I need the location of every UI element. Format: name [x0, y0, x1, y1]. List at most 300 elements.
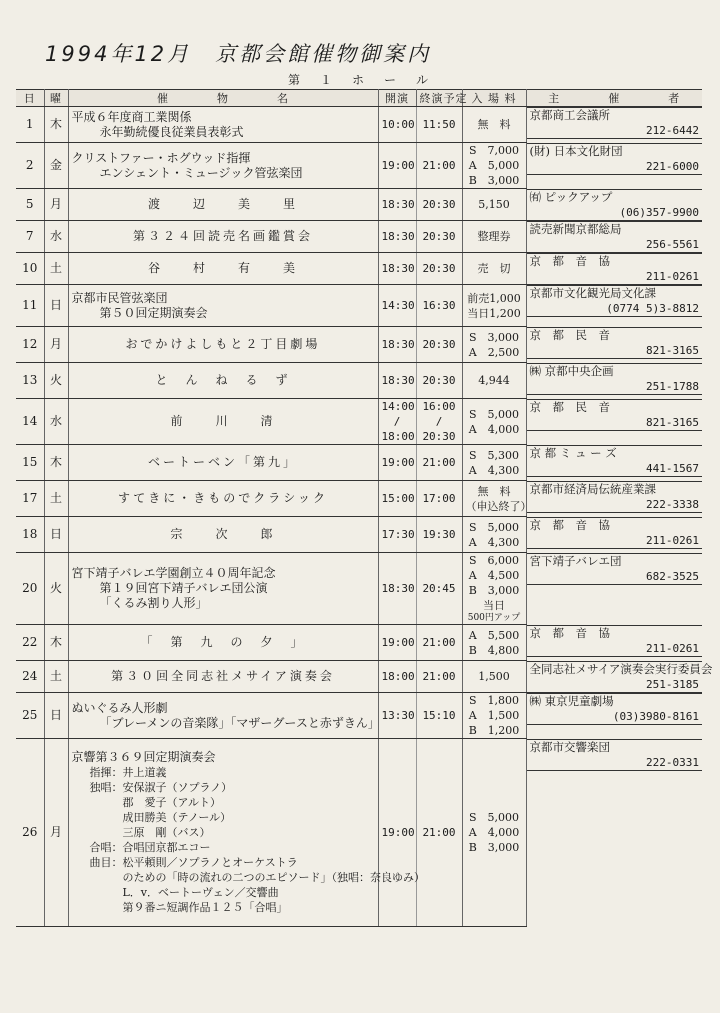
cell-organizer — [527, 553, 703, 585]
cell-end — [416, 553, 462, 625]
event-line: ぬいぐるみ人形劇 — [71, 700, 168, 715]
organizer-phone: 222-3338 — [646, 497, 699, 511]
cell-organizer — [527, 399, 703, 431]
cell-start — [378, 625, 416, 661]
event-line: 京都市民管弦楽団 — [71, 290, 168, 305]
day-value: 12 — [22, 337, 38, 351]
organizer-phone: (06)357-9900 — [619, 205, 699, 219]
event-line: 指揮：井上道義 — [89, 766, 167, 779]
cell-price — [462, 481, 532, 517]
organizer-phone: 682-3525 — [646, 569, 699, 583]
header-price: 入 場 料 — [462, 90, 526, 107]
cell-event — [68, 399, 378, 445]
weekday-value: 日 — [49, 527, 62, 541]
cell-day — [16, 189, 44, 221]
price-line: S 3,000 — [468, 330, 520, 344]
event-table — [16, 89, 713, 927]
organizer-name: 京都市文化観光局文化課 — [529, 285, 656, 300]
price-line: A 5,000 — [468, 159, 520, 172]
cell-event — [68, 143, 378, 189]
end-time: 21:00 — [422, 636, 456, 649]
organizer-name: 京 都 音 協 — [529, 625, 610, 640]
cell-end — [416, 693, 462, 739]
cell-day — [16, 285, 44, 327]
cell-weekday — [44, 553, 68, 625]
weekday-value: 火 — [49, 581, 62, 595]
cell-day — [16, 327, 44, 363]
event-line: 宗 次 郎 — [170, 527, 276, 541]
cell-day — [16, 517, 44, 553]
start-time: 19:00 — [381, 636, 415, 649]
price-line: S 5,300 — [468, 448, 520, 462]
start-time: 18:30 — [381, 374, 415, 387]
cell-end — [416, 189, 462, 221]
price-line: 5,150 — [478, 198, 510, 211]
organizer-name: 京都商工会議所 — [529, 108, 610, 122]
cell-end — [416, 661, 462, 693]
price-line: 無 料 — [477, 118, 511, 131]
price-line: 4,944 — [478, 374, 510, 387]
cell-end — [416, 285, 462, 327]
cell-organizer — [527, 363, 703, 395]
weekday-value: 月 — [49, 337, 62, 351]
event-line: 第３０回全同志社メサイア演奏会 — [111, 669, 335, 683]
weekday-value: 火 — [49, 373, 62, 387]
table-row — [16, 661, 702, 693]
event-line: 京響第３６９回定期演奏会 — [71, 750, 216, 764]
start-time: 17:30 — [381, 528, 415, 541]
cell-price — [462, 739, 526, 927]
day-value: 26 — [22, 825, 38, 839]
start-time: 18:30 — [381, 230, 415, 243]
header-event: 催 物 名 — [68, 90, 378, 107]
organizer-phone: 256-5561 — [646, 237, 699, 251]
organizer-phone: 221-6000 — [646, 159, 699, 173]
organizer-phone: 441-1567 — [646, 461, 699, 475]
end-time: 16:30 — [422, 299, 456, 312]
event-line: クリストファー・ホグウッド指揮 — [71, 150, 251, 165]
organizer-name: ㈱ 東京児童劇場 — [529, 693, 614, 708]
table-row — [16, 143, 702, 189]
start-time: 18:30 — [381, 262, 415, 275]
table-row — [16, 481, 702, 517]
cell-day — [16, 399, 44, 445]
price-line: 500円アップ — [467, 613, 521, 623]
cell-end — [416, 399, 462, 445]
event-line: 第３２４回読売名画鑑賞会 — [132, 229, 313, 243]
organizer-name: 京都市経済局伝統産業課 — [529, 481, 656, 496]
cell-end — [416, 625, 462, 661]
cell-start — [378, 363, 416, 399]
event-line: 第１９回宮下靖子バレエ団公演 — [99, 581, 268, 595]
day-value: 2 — [25, 158, 34, 172]
event-line: 合唱：合唱団京都エコー — [89, 841, 211, 854]
cell-start — [378, 517, 416, 553]
cell-event — [68, 253, 378, 285]
cell-day — [16, 143, 44, 189]
event-line: 平成６年度商工業関係 — [71, 109, 192, 124]
event-line: 曲目：松平頼則／ソプラノとオーケストラ — [89, 856, 298, 869]
cell-day — [16, 553, 44, 625]
cell-weekday — [44, 481, 68, 517]
weekday-value: 水 — [49, 414, 62, 428]
cell-weekday — [44, 517, 68, 553]
cell-end — [416, 445, 462, 481]
event-line: おでかけよしもと２丁目劇場 — [125, 337, 321, 351]
day-value: 17 — [22, 491, 38, 505]
cell-start — [378, 693, 416, 739]
event-line: 「 第 九 の 夕 」 — [140, 635, 306, 649]
cell-organizer — [527, 739, 703, 771]
price-line: B 1,200 — [468, 724, 520, 737]
organizer-phone: 251-1788 — [646, 379, 699, 393]
event-line: 第５０回定期演奏会 — [99, 305, 208, 320]
day-value: 20 — [22, 581, 38, 595]
event-line: 第９番ニ短調作品１２５「合唱」 — [89, 901, 288, 914]
cell-start — [378, 739, 416, 927]
header-organizer: 主 催 者 — [526, 90, 702, 107]
event-line: 宮下靖子バレエ学園創立４０周年記念 — [71, 566, 276, 580]
cell-organizer — [527, 481, 703, 513]
cell-price — [462, 189, 526, 221]
cell-start — [378, 553, 416, 625]
day-value: 15 — [22, 455, 38, 469]
day-value: 24 — [22, 669, 38, 683]
cell-day — [16, 739, 44, 927]
event-line: のための「時の流れの二つのエピソード」（独唱：奈良ゆみ） — [89, 871, 425, 884]
cell-organizer — [527, 107, 703, 139]
cell-weekday — [44, 399, 68, 445]
cell-weekday — [44, 625, 68, 661]
organizer-phone: 212-6442 — [646, 124, 699, 137]
weekday-value: 水 — [49, 229, 62, 243]
cell-event — [68, 285, 378, 327]
start-time: 13:30 — [381, 709, 415, 722]
end-time: 20:30 — [422, 374, 456, 387]
end-time: 20:45 — [422, 582, 456, 595]
organizer-phone: 251-3185 — [646, 677, 699, 691]
price-line: S 5,000 — [468, 811, 520, 824]
weekday-value: 土 — [49, 491, 62, 505]
cell-day — [16, 445, 44, 481]
end-time: 20:30 — [422, 262, 456, 275]
start-time: 19:00 — [381, 826, 415, 839]
end-time: 11:50 — [422, 118, 456, 131]
price-line: （申込終了） — [465, 499, 532, 513]
weekday-value: 木 — [49, 635, 62, 649]
cell-organizer — [527, 253, 703, 285]
organizer-name: ㈱ 京都中央企画 — [529, 363, 614, 378]
price-line: 売 切 — [477, 262, 511, 275]
cell-day — [16, 363, 44, 399]
price-line: S 5,000 — [468, 407, 520, 421]
organizer-name: 京 都 音 協 — [529, 517, 610, 532]
end-time: 17:00 — [422, 492, 456, 505]
price-line: B 3,000 — [468, 841, 520, 854]
day-value: 22 — [22, 635, 38, 649]
organizer-phone: 222-0331 — [646, 755, 699, 769]
cell-weekday — [44, 445, 68, 481]
price-line: A 4,000 — [468, 422, 520, 436]
page-title: 1994年12月 京都会館催物御案内 — [45, 42, 432, 66]
end-time: 21:00 — [422, 670, 456, 683]
cell-start — [378, 221, 416, 253]
header-end: 終演予定 — [416, 90, 462, 107]
table-row — [16, 445, 702, 481]
cell-event — [68, 553, 378, 625]
organizer-phone: (03)3980-8161 — [612, 709, 699, 723]
organizer-phone: 821-3165 — [646, 415, 699, 429]
end-time: 20:30 — [422, 338, 456, 351]
cell-weekday — [44, 285, 68, 327]
weekday-value: 木 — [49, 117, 62, 131]
start-time: 18:30 — [381, 338, 415, 351]
cell-weekday — [44, 189, 68, 221]
cell-price — [462, 693, 526, 739]
start-time: 18:30 — [381, 198, 415, 211]
cell-price — [462, 285, 526, 327]
cell-event — [68, 445, 378, 481]
table-row — [16, 107, 702, 143]
cell-organizer — [527, 143, 703, 175]
cell-price — [462, 107, 526, 143]
organizer-name: 京 都 民 音 — [529, 399, 610, 414]
cell-weekday — [44, 739, 68, 927]
cell-day — [16, 661, 44, 693]
weekday-value: 土 — [49, 669, 62, 683]
table-row — [16, 739, 702, 927]
cell-weekday — [44, 363, 68, 399]
cell-event — [68, 693, 378, 739]
cell-day — [16, 481, 44, 517]
day-value: 11 — [22, 298, 38, 312]
event-line: 永年勤続優良従業員表彰式 — [99, 124, 244, 139]
event-line: 三原 剛（バス） — [89, 826, 211, 839]
table-row — [16, 253, 702, 285]
cell-price — [462, 363, 526, 399]
cell-organizer — [527, 327, 703, 359]
cell-event — [68, 625, 378, 661]
cell-event — [68, 107, 378, 143]
cell-start — [378, 285, 416, 327]
organizer-name: 京 都 ミ ュ ー ズ — [529, 445, 617, 460]
price-line: S 6,000 — [468, 554, 520, 567]
organizer-name: 読売新聞京都総局 — [529, 221, 622, 236]
start-time: 14:30 — [381, 299, 415, 312]
table-row — [16, 693, 702, 739]
event-line: L．v．ベートーヴェン／交響曲 — [89, 886, 279, 899]
event-line: 「くるみ割り人形」 — [99, 596, 208, 610]
weekday-value: 土 — [49, 261, 62, 275]
cell-start — [378, 253, 416, 285]
day-value: 13 — [22, 373, 38, 387]
cell-weekday — [44, 107, 68, 143]
cell-weekday — [44, 693, 68, 739]
organizer-phone: 211-0261 — [646, 533, 699, 547]
weekday-value: 金 — [49, 158, 62, 172]
cell-organizer — [527, 285, 703, 317]
organizer-phone: (0774 5)3-8812 — [606, 301, 699, 315]
cell-start — [378, 189, 416, 221]
header-start: 開演 — [378, 90, 416, 107]
table-row — [16, 327, 702, 363]
cell-start — [378, 143, 416, 189]
price-line: 1,500 — [478, 670, 510, 683]
event-line: 渡 辺 美 里 — [147, 197, 298, 211]
organizer-phone: 821-3165 — [646, 343, 699, 357]
table-row — [16, 221, 702, 253]
table-row — [16, 625, 702, 661]
start-time: 18:30 — [381, 582, 415, 595]
table-row — [16, 517, 702, 553]
event-line: 郡 愛子（アルト） — [89, 796, 222, 809]
event-line: 前 川 清 — [170, 414, 276, 428]
day-value: 7 — [25, 229, 34, 243]
cell-organizer — [527, 445, 703, 477]
day-value: 14 — [22, 414, 38, 428]
day-value: 18 — [22, 527, 38, 541]
cell-price — [462, 399, 526, 445]
cell-weekday — [44, 253, 68, 285]
table-row — [16, 189, 702, 221]
event-line: 谷 村 有 美 — [147, 261, 298, 275]
event-line: 成田勝美（テノール） — [89, 811, 232, 824]
cell-day — [16, 693, 44, 739]
price-line: B 4,800 — [468, 643, 520, 657]
price-line: A 4,500 — [468, 569, 520, 582]
cell-event — [68, 221, 378, 253]
hall-subtitle: 第 １ ホ ー ル — [287, 73, 432, 87]
cell-organizer — [527, 693, 703, 725]
cell-start — [378, 481, 416, 517]
table-row — [16, 399, 702, 445]
price-line: S 7,000 — [468, 144, 520, 157]
start-time: 18:00 — [381, 670, 415, 683]
start-time: 14:00 / 18:00 — [381, 400, 415, 443]
weekday-value: 月 — [49, 825, 62, 839]
cell-event — [68, 363, 378, 399]
cell-event — [68, 661, 378, 693]
cell-weekday — [44, 661, 68, 693]
cell-price — [462, 253, 526, 285]
cell-day — [16, 221, 44, 253]
end-time: 20:30 — [422, 198, 456, 211]
cell-start — [378, 327, 416, 363]
cell-end — [416, 253, 462, 285]
weekday-value: 日 — [49, 708, 62, 722]
cell-organizer — [527, 661, 713, 693]
cell-price — [462, 625, 526, 661]
price-line: 整理券 — [477, 230, 511, 243]
cell-start — [378, 661, 416, 693]
cell-end — [416, 221, 462, 253]
organizer-name: 京 都 音 協 — [529, 253, 610, 268]
end-time: 21:00 — [422, 826, 456, 839]
price-line: B 3,000 — [468, 584, 520, 597]
end-time: 19:30 — [422, 528, 456, 541]
end-time: 15:10 — [422, 709, 456, 722]
price-line: A 4,300 — [468, 535, 520, 549]
table-header-row — [16, 90, 702, 107]
table-row — [16, 553, 702, 625]
cell-end — [416, 107, 462, 143]
cell-event — [68, 189, 378, 221]
cell-weekday — [44, 143, 68, 189]
cell-end — [416, 327, 462, 363]
start-time: 19:00 — [381, 456, 415, 469]
cell-end — [416, 143, 462, 189]
cell-start — [378, 399, 416, 445]
cell-price — [462, 327, 526, 363]
cell-day — [16, 253, 44, 285]
cell-end — [416, 739, 462, 927]
price-line: 前売1,000 — [467, 291, 521, 305]
price-line: A 2,500 — [468, 345, 520, 359]
price-line: S 1,800 — [468, 694, 520, 707]
day-value: 1 — [25, 117, 34, 131]
header-day: 日 — [16, 90, 44, 107]
end-time: 20:30 — [422, 230, 456, 243]
cell-price — [462, 221, 526, 253]
organizer-name: (財) 日本文化財団 — [529, 143, 623, 158]
price-line: 当日1,200 — [467, 306, 521, 320]
price-line: 当日 — [483, 599, 505, 612]
start-time: 15:00 — [381, 492, 415, 505]
cell-organizer — [527, 189, 703, 221]
price-line: S 5,000 — [468, 520, 520, 534]
price-line: A 5,500 — [468, 628, 520, 642]
organizer-phone: 211-0261 — [646, 641, 699, 655]
cell-end — [416, 481, 462, 517]
price-line: 無 料 — [477, 484, 511, 498]
cell-event — [68, 481, 378, 517]
organizer-phone: 211-0261 — [646, 269, 699, 283]
cell-event — [68, 517, 378, 553]
cell-weekday — [44, 221, 68, 253]
day-value: 5 — [25, 197, 34, 211]
start-time: 19:00 — [381, 159, 415, 172]
event-line: 「ブレーメンの音楽隊」「マザーグースと赤ずきん」 — [99, 715, 380, 730]
organizer-name: 宮下靖子バレエ団 — [529, 553, 622, 568]
weekday-value: 木 — [49, 455, 62, 469]
end-time: 21:00 — [422, 456, 456, 469]
price-line: A 4,300 — [468, 463, 520, 477]
cell-event — [68, 327, 378, 363]
end-time: 21:00 — [422, 159, 456, 172]
price-line: A 1,500 — [468, 709, 520, 722]
event-line: エンシェント・ミュージック管弦楽団 — [99, 165, 303, 180]
organizer-name: ㈲ ピックアップ — [529, 189, 613, 204]
cell-end — [416, 363, 462, 399]
header-weekday: 曜 — [44, 90, 68, 107]
event-line: 独唱：安保淑子（ソプラノ） — [89, 781, 233, 794]
weekday-value: 月 — [49, 197, 62, 211]
cell-day — [16, 625, 44, 661]
cell-organizer — [527, 517, 703, 549]
event-line: と ん ね る ず — [155, 373, 291, 387]
cell-price — [462, 143, 526, 189]
cell-organizer — [527, 221, 703, 253]
cell-price — [462, 517, 526, 553]
cell-start — [378, 445, 416, 481]
cell-day — [16, 107, 44, 143]
end-time: 16:00 / 20:30 — [422, 400, 456, 443]
organizer-name: 京 都 民 音 — [529, 327, 610, 342]
cell-price — [462, 661, 526, 693]
cell-price — [462, 553, 526, 625]
day-value: 10 — [22, 261, 38, 275]
table-row — [16, 285, 702, 327]
